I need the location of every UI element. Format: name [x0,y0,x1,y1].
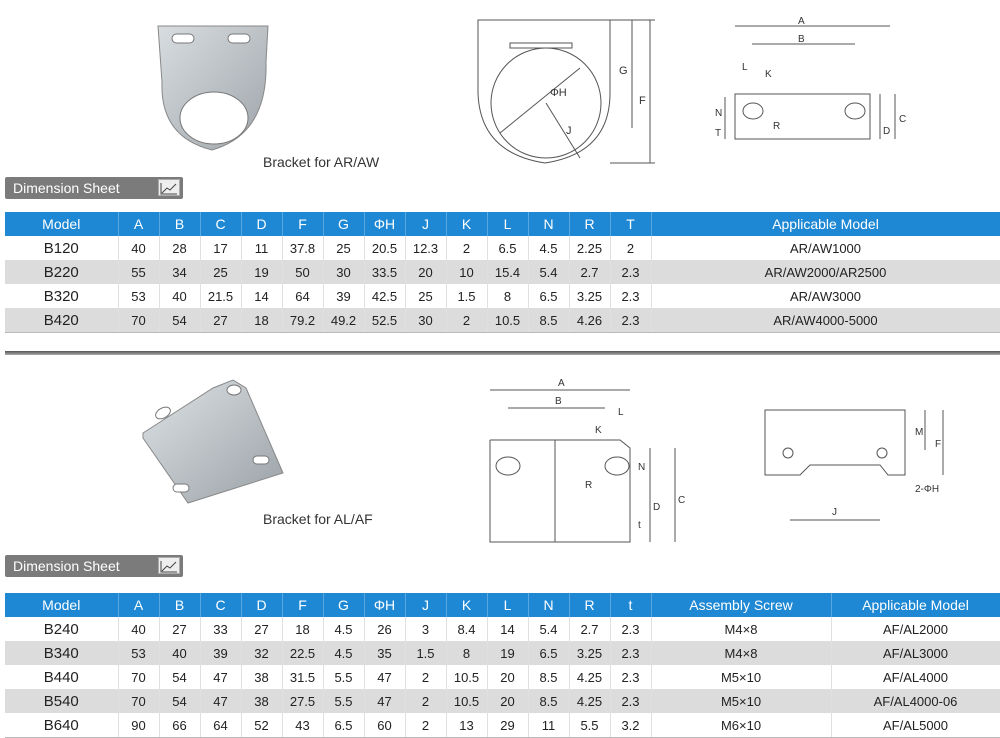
table-cell: AF/AL5000 [831,713,1000,738]
bracket-ar-aw-photo [150,22,275,157]
table-cell: 40 [118,236,159,260]
column-header: C [200,593,241,617]
label-r2: R [585,480,593,491]
label-f: F [639,95,646,107]
table-cell: 31.5 [282,665,323,689]
column-header: G [323,593,364,617]
table-cell: AR/AW4000-5000 [651,308,1000,333]
table-cell: 27 [200,308,241,333]
table-cell: 8.5 [528,308,569,333]
column-header: ΦH [364,593,405,617]
table-cell: 20.5 [364,236,405,260]
table-cell: 11 [241,236,282,260]
table-cell: 66 [159,713,200,738]
table-cell: 2.3 [610,308,651,333]
table-cell: 20 [405,260,446,284]
table-cell: 5.5 [323,665,364,689]
label-b: B [798,34,805,45]
model-cell: B540 [5,689,118,713]
table-cell: AF/AL2000 [831,617,1000,641]
table-cell: 6.5 [323,713,364,738]
table-cell: 38 [241,689,282,713]
table-cell: 37.8 [282,236,323,260]
column-header: G [323,212,364,236]
table-cell: 14 [241,284,282,308]
model-cell: B220 [5,260,118,284]
table-cell: 35 [364,641,405,665]
table-cell: 27 [241,617,282,641]
table-cell: 6.5 [528,641,569,665]
table-cell: 4.5 [323,617,364,641]
table-cell: 47 [364,689,405,713]
label-m2: M [915,427,924,438]
dimension-sheet-label-1: Dimension Sheet [5,177,183,199]
table-cell: 4.25 [569,665,610,689]
table-row [5,641,1000,665]
table-cell: AF/AL4000 [831,665,1000,689]
model-cell: B120 [5,236,118,260]
table-cell: 53 [118,641,159,665]
table-cell: 10.5 [446,689,487,713]
chart-icon [158,557,180,574]
table-cell: 54 [159,665,200,689]
table-cell: M4×8 [651,617,831,641]
table-cell: 2.25 [569,236,610,260]
table-cell: M4×8 [651,641,831,665]
table-cell: 64 [282,284,323,308]
table-cell: 60 [364,713,405,738]
table-cell: 6.5 [528,284,569,308]
table-cell: 33 [200,617,241,641]
table-cell: 2 [446,308,487,333]
table-cell: 4.5 [528,236,569,260]
table-row [5,308,1000,333]
table-row [5,713,1000,738]
label-n: N [715,108,723,119]
label-f2: F [935,439,942,450]
table-cell: 8.5 [528,689,569,713]
table-cell: 15.4 [487,260,528,284]
table-cell: 3.25 [569,284,610,308]
label-a2: A [558,378,565,389]
table-cell: 2.3 [610,284,651,308]
column-header: ΦH [364,212,405,236]
table-cell: AR/AW1000 [651,236,1000,260]
table-cell: 12.3 [405,236,446,260]
label-j2: J [832,507,837,518]
label-c2: C [678,495,686,506]
table-cell: M6×10 [651,713,831,738]
table-cell: 28 [159,236,200,260]
drawing-al-af-side [750,395,970,535]
table-cell: 30 [405,308,446,333]
table-cell: 8 [446,641,487,665]
table-cell: 32 [241,641,282,665]
table-cell: 54 [159,689,200,713]
table-cell: 40 [159,641,200,665]
table-cell: 27 [159,617,200,641]
label-j: J [566,125,572,137]
dimension-table-ar-aw [5,212,1000,333]
model-cell: B420 [5,308,118,333]
drawing-ar-aw-side [470,8,660,178]
table-cell: 2 [405,713,446,738]
table-cell: 47 [200,689,241,713]
table-cell: 17 [200,236,241,260]
table-cell: 53 [118,284,159,308]
table-cell: 14 [487,617,528,641]
table-cell: 27.5 [282,689,323,713]
table-cell: 38 [241,665,282,689]
table-cell: 70 [118,308,159,333]
table-cell: 20 [487,689,528,713]
table-cell: AF/AL4000-06 [831,689,1000,713]
table-cell: 2.7 [569,260,610,284]
table-cell: 39 [323,284,364,308]
column-header: J [405,593,446,617]
column-header: Model [5,593,118,617]
column-header: A [118,212,159,236]
table-cell: AR/AW3000 [651,284,1000,308]
table-cell: 33.5 [364,260,405,284]
table-cell: 18 [282,617,323,641]
table-cell: 18 [241,308,282,333]
table-row [5,617,1000,641]
table-cell: 10.5 [487,308,528,333]
table-cell: 2 [610,236,651,260]
model-cell: B340 [5,641,118,665]
table-cell: 47 [364,665,405,689]
column-header: N [528,593,569,617]
table-row [5,284,1000,308]
table-cell: 42.5 [364,284,405,308]
table-cell: 79.2 [282,308,323,333]
label-h2: 2-ΦH [915,484,940,495]
table-cell: 52.5 [364,308,405,333]
table-cell: 5.4 [528,617,569,641]
table-cell: 8.4 [446,617,487,641]
caption-ar-aw: Bracket for AR/AW [263,154,380,170]
table-row [5,236,1000,260]
table-cell: 1.5 [405,641,446,665]
table-cell: 4.25 [569,689,610,713]
table-row [5,689,1000,713]
table-cell: 10 [446,260,487,284]
column-header: D [241,212,282,236]
column-header: C [200,212,241,236]
chart-icon [158,179,180,196]
table-cell: 39 [200,641,241,665]
table-cell: 19 [241,260,282,284]
label-a: A [798,16,805,27]
table-cell: AR/AW2000/AR2500 [651,260,1000,284]
column-header: R [569,593,610,617]
column-header: L [487,212,528,236]
table-cell: 40 [159,284,200,308]
table-cell: 19 [487,641,528,665]
table-cell: 13 [446,713,487,738]
label-k: K [765,69,772,80]
column-header: A [118,593,159,617]
model-cell: B440 [5,665,118,689]
table-cell: 47 [200,665,241,689]
column-header: Applicable Model [651,212,1000,236]
column-header: F [282,593,323,617]
column-header: N [528,212,569,236]
table-cell: 2.3 [610,665,651,689]
label-h: ΦH [550,87,567,99]
table-cell: AF/AL3000 [831,641,1000,665]
table-cell: 26 [364,617,405,641]
column-header: B [159,593,200,617]
table-cell: 30 [323,260,364,284]
table-cell: 29 [487,713,528,738]
table-cell: 5.5 [569,713,610,738]
table-cell: 20 [487,665,528,689]
table-cell: 25 [405,284,446,308]
table-cell: 2 [446,236,487,260]
table-cell: 8.5 [528,665,569,689]
table-cell: 8 [487,284,528,308]
table-cell: 40 [118,617,159,641]
label-d2: D [653,502,661,513]
label-d: D [883,126,891,137]
table-cell: 1.5 [446,284,487,308]
column-header: R [569,212,610,236]
label-n2: N [638,462,646,473]
column-header: T [610,212,651,236]
column-header: K [446,212,487,236]
drawing-ar-aw-top [710,14,910,164]
column-header: D [241,593,282,617]
table-cell: 34 [159,260,200,284]
model-cell: B240 [5,617,118,641]
label-k2: K [595,425,602,436]
label-l: L [742,62,748,73]
column-header: J [405,212,446,236]
table-cell: 52 [241,713,282,738]
dimension-sheet-label-2: Dimension Sheet [5,555,183,577]
label-l2: L [618,407,624,418]
table-cell: 25 [323,236,364,260]
table-cell: 50 [282,260,323,284]
table-cell: 2.3 [610,260,651,284]
column-header: t [610,593,651,617]
bracket-al-af-photo [138,378,288,506]
table-cell: 64 [200,713,241,738]
table-cell: 49.2 [323,308,364,333]
column-header: Applicable Model [831,593,1000,617]
column-header: B [159,212,200,236]
label-b2: B [555,396,562,407]
column-header: F [282,212,323,236]
section-divider [5,351,1000,355]
drawing-al-af-front [480,370,695,555]
label-g: G [619,65,628,77]
caption-al-af: Bracket for AL/AF [263,511,373,527]
model-cell: B640 [5,713,118,738]
table-cell: 54 [159,308,200,333]
table-cell: 2 [405,665,446,689]
table-cell: 70 [118,665,159,689]
label-r: R [773,121,781,132]
dimension-table-al-af [5,593,1000,738]
table-row [5,260,1000,284]
table-cell: 21.5 [200,284,241,308]
table-cell: 25 [200,260,241,284]
table-cell: 5.4 [528,260,569,284]
table-cell: 55 [118,260,159,284]
table-cell: 11 [528,713,569,738]
table-cell: 22.5 [282,641,323,665]
table-cell: 4.5 [323,641,364,665]
table-cell: 70 [118,689,159,713]
table-cell: 2.7 [569,617,610,641]
table-cell: 3.25 [569,641,610,665]
table-cell: 2.3 [610,617,651,641]
table-cell: 5.5 [323,689,364,713]
table-cell: 2 [405,689,446,713]
table-cell: M5×10 [651,689,831,713]
table-cell: 4.26 [569,308,610,333]
label-t2: t [638,520,641,531]
table-row [5,665,1000,689]
table-cell: 3.2 [610,713,651,738]
table-cell: 2.3 [610,641,651,665]
table-cell: 2.3 [610,689,651,713]
column-header: Assembly Screw [651,593,831,617]
table-cell: 3 [405,617,446,641]
label-t: T [715,128,722,139]
column-header: L [487,593,528,617]
column-header: K [446,593,487,617]
table-cell: 6.5 [487,236,528,260]
table-cell: 10.5 [446,665,487,689]
column-header: Model [5,212,118,236]
table-cell: M5×10 [651,665,831,689]
model-cell: B320 [5,284,118,308]
label-c: C [899,114,907,125]
table-cell: 90 [118,713,159,738]
table-cell: 43 [282,713,323,738]
